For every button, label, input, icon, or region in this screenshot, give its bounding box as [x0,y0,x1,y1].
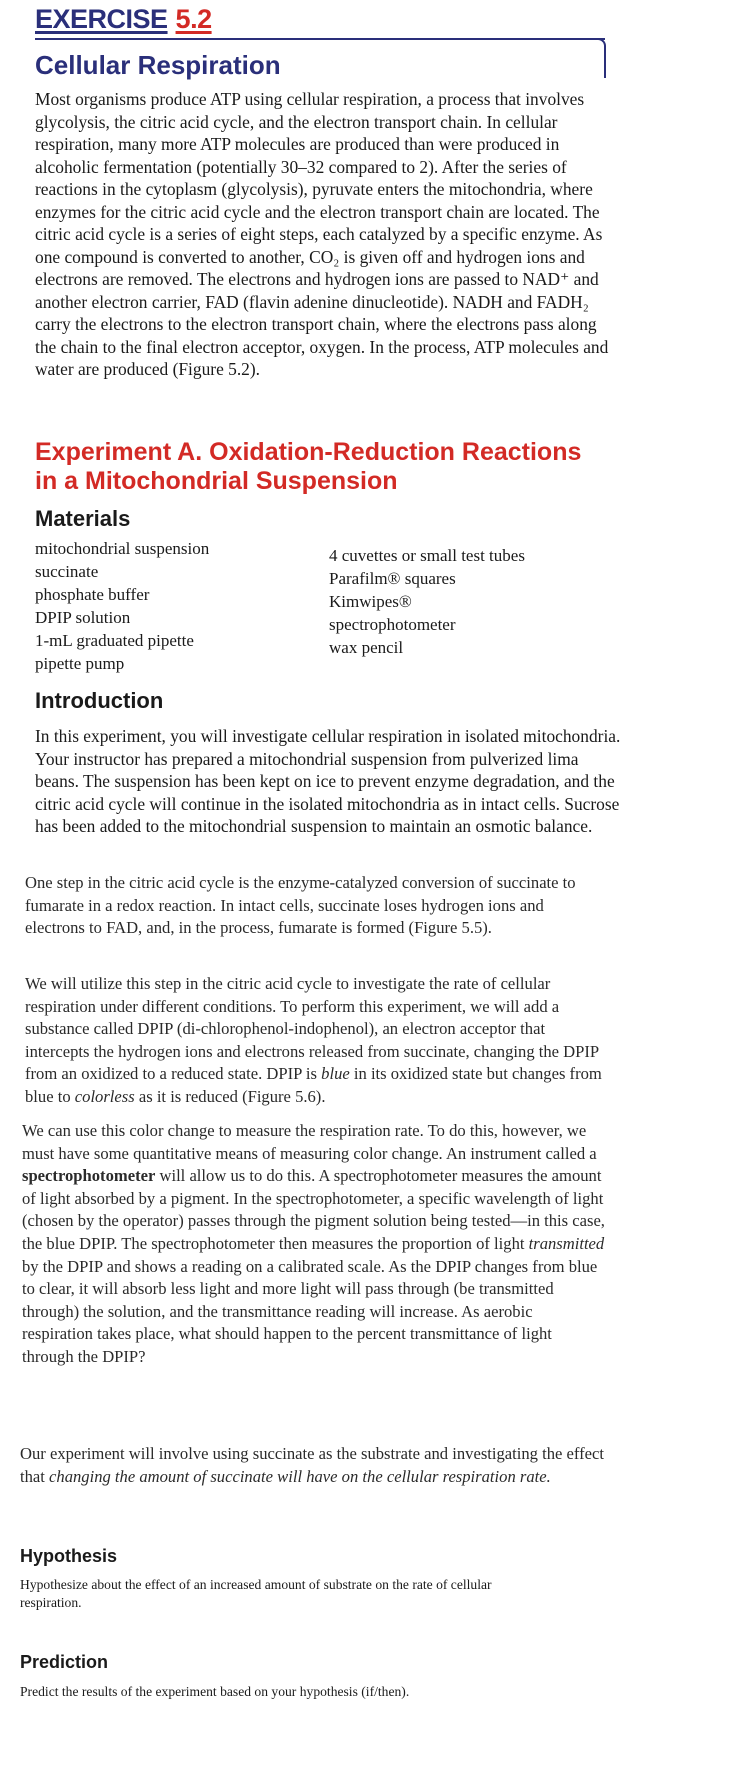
hypothesis-text: Hypothesize about the effect of an increased amount of substrate on the rate of cellular respiration. [20,1577,492,1610]
material-item: pipette pump [35,654,125,673]
material-item: 4 cuvettes or small test tubes [329,546,525,565]
experiment-title: Experiment A. Oxidation-Reduction Reactions in a Mitochondrial Suspension [35,438,582,495]
intro-paragraph-block [35,88,615,381]
introduction-p2-block [25,872,600,940]
material-item: wax pencil [329,638,404,657]
prediction-text: Predict the results of the experiment based on your hypothesis (if/then). [20,1684,410,1699]
prediction-text-block [20,1683,580,1701]
material-item: mitochondrial suspension [35,539,210,558]
hypothesis-text-block [20,1576,520,1612]
exercise-number: 5.2 [175,4,212,34]
material-item: DPIP solution [35,608,131,627]
transmitted-word: transmitted [528,1233,605,1253]
introduction-p5-block [20,1443,610,1488]
material-item: phosphate buffer [35,585,150,604]
material-item: Kimwipes® [329,592,412,611]
page-title: Cellular Respiration [35,50,281,80]
introduction-p4-block [22,1120,607,1369]
prediction-heading: Prediction [20,1652,109,1672]
introduction-heading: Introduction [35,688,164,713]
material-item: spectrophotometer [329,615,456,634]
hypothesis-heading: Hypothesis [20,1546,118,1566]
introduction-p1-block [35,725,625,838]
introduction-paragraph-4: We can use this color change to measure the respiration rate. To do this, however, we must have some quantitative means of measuring color change. An instrument called a spectrophotometer will allow us to do this. A spectrophotometer measures the amount of light absorbed by a pigment. In the spectrophotometer, a specific wavelength of light (chosen by the operator) passes through the pigment solution being tested—in this case, the blue DPIP. The spectrophotometer then measures the proportion of light transmitted by the DPIP and shows a reading on a calibrated scale. As the DPIP changes from blue to clear, it will absorb less light and more light will pass through (be transmitted through) the solution, and the transmittance reading will increase. As aerobic respiration takes place, what should happen to the percent transmittance of light through the DPIP? [22,1121,605,1366]
materials-list-left [35,537,209,675]
introduction-paragraph-1: In this experiment, you will investigate cellular respiration in isolated mitochondria. Your instructor has prepared a mitochondrial suspension from pulverized lima beans. The suspension has been kept on ice to prevent enzyme degradation, and the citric acid cycle will continue in the isolated mitochondria as in intact cells. Sucrose has been added to the mitochondrial suspension to maintain an osmotic balance. [35,726,621,836]
material-item: succinate [35,562,99,581]
material-item: Parafilm® squares [329,569,456,588]
exercise-label [35,4,212,35]
colorless-word: colorless [74,1086,135,1106]
materials-heading: Materials [35,506,131,531]
material-item: 1-mL graduated pipette [35,631,194,650]
exercise-word: EXERCISE [35,4,168,34]
succinate-amount-phrase: changing the amount of succinate will have on the cellular respiration rate. [49,1466,551,1486]
spectrophotometer-term: spectrophotometer [22,1166,156,1186]
introduction-paragraph-5: Our experiment will involve using succinate as the substrate and investigating the effect that changing the amount of succinate will have on the cellular respiration rate. [20,1444,604,1486]
intro-paragraph: Most organisms produce ATP using cellular respiration, a process that involves glycolysis, the citric acid cycle, and the electron transport chain. In cellular respiration, many more ATP molecules are produced than were produced in alcoholic fermentation (potentially 30–32 compared to 2). After the series of reactions in the cytoplasm (glycolysis), pyruvate enters the mitochondria, where enzymes for the citric acid cycle and the electron transport chain are located. The citric acid cycle is a series of eight steps, each catalyzed by a specific enzyme. As one compound is converted to another, CO₂ is given off and hydrogen ions and electrons are removed. The electrons and hydrogen ions are passed to NAD⁺ and another electron carrier, FAD (flavin adenine dinucleotide). NADH and FADH₂ carry the electrons to the electron transport chain, where the electrons pass along the chain to the final electron acceptor, oxygen. In the process, ATP molecules and water are produced (Figure 5.2). [35,89,609,379]
header-rule [35,38,605,40]
blue-word: blue [321,1064,350,1084]
header-rule-corner [598,38,606,78]
introduction-p3-block [25,973,605,1109]
introduction-paragraph-2: One step in the citric acid cycle is the enzyme-catalyzed conversion of succinate to fumarate in a redox reaction. In intact cells, succinate loses hydrogen ions and electrons to FAD, and, in the process, fumarate is formed (Figure 5.5). [25,873,576,938]
materials-list-right [329,544,525,659]
introduction-paragraph-3: We will utilize this step in the citric acid cycle to investigate the rate of cellular respiration under different conditions. To perform this experiment, we will add a substance called DPIP (di-chlorophenol-indophenol), an electron acceptor that intercepts the hydrogen ions and electrons released from succinate, changing the DPIP from an oxidized to a reduced state. DPIP is blue in its oxidized state but changes from blue to colorless as it is reduced (Figure 5.6). [25,974,602,1106]
